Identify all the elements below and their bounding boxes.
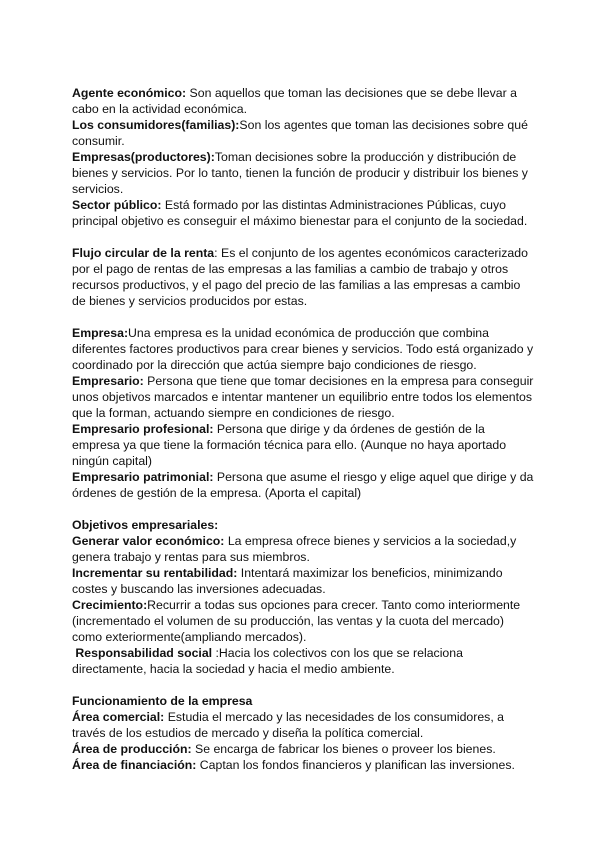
definition-consumidores [72, 117, 534, 149]
spacer [72, 229, 534, 245]
spacer [72, 501, 534, 517]
term-consumidores: Los consumidores(familias): [72, 118, 240, 132]
definition-area-produccion [72, 741, 534, 757]
text-empresario: Persona que tiene que tomar decisiones en la empresa para conseguir unos objetivos marcados e intentar mantener un equilibrio entre todos los elementos que la forman, actuando siempre en condiciones de riesgo. [72, 374, 534, 420]
term-area-comercial: Área comercial: [72, 710, 165, 724]
spacer [72, 677, 534, 693]
text-flujo-circular: : Es el conjunto de los agentes económicos caracterizado por el pago de rentas de las empresas a las familias a cambio de trabajo y otros recursos productivos, y el pago del precio de las familias a las empresas a cambio de bienes y servicios producidos por estas. [72, 246, 528, 308]
text-empresas: Toman decisiones sobre la producción y distribución de bienes y servicios. Por lo tanto, tienen la función de producir y distribuir los bienes y servicios. [72, 150, 528, 196]
definition-sector-publico [72, 197, 534, 229]
term-sector-publico: Sector público: [72, 198, 162, 212]
term-empresas: Empresas(productores): [72, 150, 215, 164]
text-sector-publico: Está formado por las distintas Administraciones Públicas, cuyo principal objetivo es conseguir el máximo bienestar para el conjunto de la sociedad. [72, 198, 528, 228]
term-crecimiento: Crecimiento: [72, 598, 148, 612]
term-generar-valor: Generar valor económico: [72, 534, 225, 548]
definition-area-financiacion [72, 757, 534, 773]
text-agente-economico: Son aquellos que toman las decisiones que se debe llevar a cabo en la actividad económica. [72, 86, 517, 116]
text-consumidores: Son los agentes que toman las decisiones sobre qué consumir. [72, 118, 528, 148]
text-area-produccion: Se encarga de fabricar los bienes o proveer los bienes. [191, 742, 496, 756]
text-area-comercial: Estudia el mercado y las necesidades de los consumidores, a través de los estudios de mercado y diseña la política comercial. [72, 710, 504, 740]
term-rentabilidad: Incrementar su rentabilidad: [72, 566, 238, 580]
text-empresario-profesional: Persona que dirige y da órdenes de gestión de la empresa ya que tiene la formación técnica para ello. (Aunque no haya aportado ningún capital) [72, 422, 507, 468]
term-empresario-patrimonial: Empresario patrimonial: [72, 470, 214, 484]
text-area-financiacion: Captan los fondos financieros y planifican las inversiones. [196, 758, 515, 772]
definition-empresario [72, 373, 534, 421]
term-area-produccion: Área de producción: [72, 742, 192, 756]
text-rentabilidad: Intentará maximizar los beneficios, minimizando costes y buscando las inversiones adecuadas. [72, 566, 503, 596]
document-page [72, 85, 534, 773]
term-flujo-circular: Flujo circular de la renta [72, 246, 215, 260]
definition-area-comercial [72, 709, 534, 741]
text-crecimiento: Recurrir a todas sus opciones para crecer. Tanto como interiormente (incrementado el volumen de su producción, las ventas y la cuota del mercado) como exteriormente(ampliando mercados). [72, 598, 521, 644]
text-empresario-patrimonial: Persona que asume el riesgo y elige aquel que dirige y da órdenes de gestión de la empresa. (Aporta el capital) [72, 470, 534, 500]
text-generar-valor: La empresa ofrece bienes y servicios a la sociedad,y genera trabajo y rentas para sus miembros. [72, 534, 517, 564]
text-empresa: Una empresa es la unidad económica de producción que combina diferentes factores productivos para crear bienes y servicios. Todo está organizado y coordinado por la dirección que actúa siempre bajo condiciones de riesgo. [72, 326, 534, 372]
definition-crecimiento [72, 597, 534, 645]
definition-empresario-profesional [72, 421, 534, 469]
definition-rentabilidad [72, 565, 534, 597]
definition-generar-valor [72, 533, 534, 565]
term-empresario: Empresario: [72, 374, 144, 388]
definition-empresas [72, 149, 534, 197]
definition-agente-economico [72, 85, 534, 117]
heading-funcionamiento-empresa: Funcionamiento de la empresa [72, 694, 253, 708]
term-area-financiacion: Área de financiación: [72, 758, 197, 772]
text-responsabilidad-social: :Hacia los colectivos con los que se relaciona directamente, hacia la sociedad y hacia el medio ambiente. [72, 646, 463, 676]
term-agente-economico: Agente económico: [72, 86, 187, 100]
definition-empresa [72, 325, 534, 373]
definition-responsabilidad-social [72, 645, 534, 677]
definition-empresario-patrimonial [72, 469, 534, 501]
definition-flujo-circular [72, 245, 534, 309]
heading-objetivos-empresariales: Objetivos empresariales: [72, 518, 219, 532]
term-responsabilidad-social: Responsabilidad social [72, 646, 213, 660]
term-empresario-profesional: Empresario profesional: [72, 422, 214, 436]
term-empresa: Empresa: [72, 326, 129, 340]
spacer [72, 309, 534, 325]
